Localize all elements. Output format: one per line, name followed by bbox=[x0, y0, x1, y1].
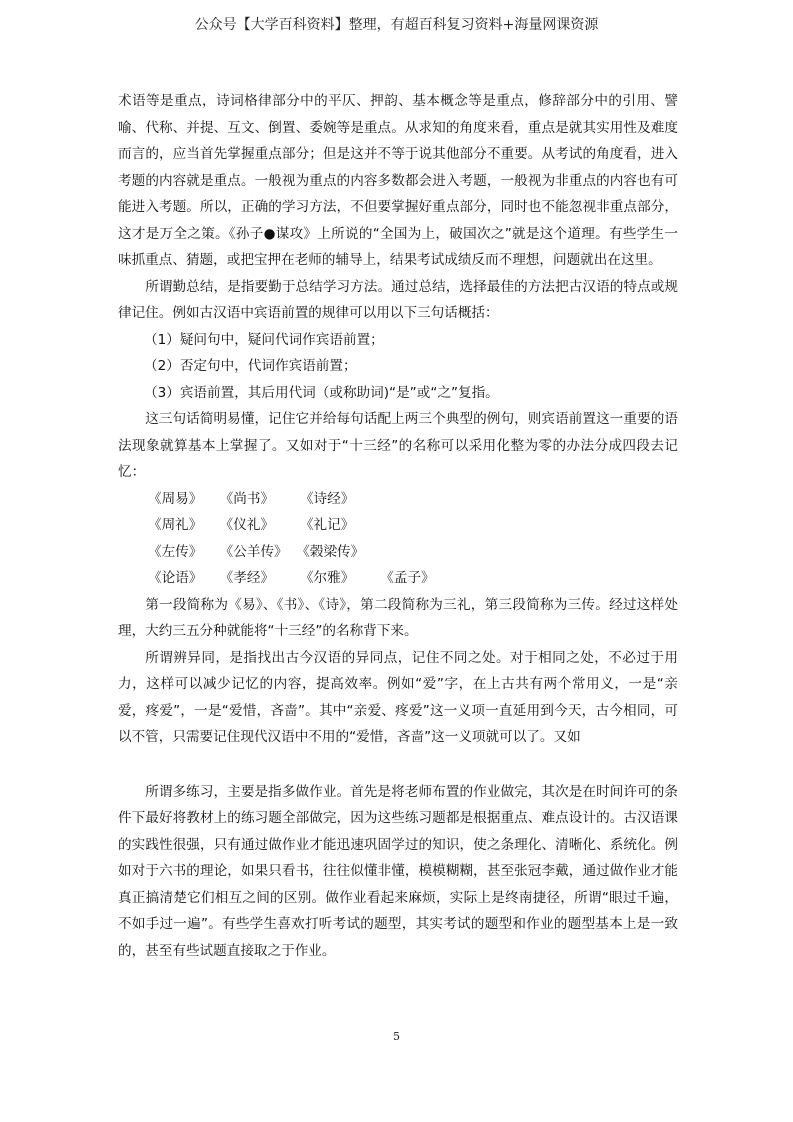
paragraph-differences: 所谓辨异同，是指找出古今汉语的异同点，记住不同之处。对于相同之处，不必过于用力，这样可以减少记忆的内容，提高效率。例如“爱”字，在上古共有两个常用义，一是“亲爱，疼爱”，一是“爱惜，吝啬”。其中“亲爱、疼爱”这一义项一直延用到今天，古今相同，可以不管，只需要记住现代汉语中不用的“爱惜，吝啬”这一义项就可以了。又如 bbox=[118, 649, 678, 745]
paragraph-key-points: 术语等是重点，诗词格律部分中的平仄、押韵、基本概念等是重点，修辞部分中的引用、譬喻、代称、并提、互文、倒置、委婉等是重点。从求知的角度来看，重点是就其实用性及难度而言的，应当首先掌握重点部分；但是这并不等于说其他部分不重要。从考试的角度看，进入考题的内容就是重点。一般视为重点的内容多数都会进入考题，一般视为非重点的内容也有可能进入考题。所以，正确的学习方法，不但要掌握好重点部分，同时也不能忽视非重点部分，这才是万全之策。《孙子●谋攻》上所说的“全国为上，破国次之”就是这个道理。有些学生一味抓重点、猜题，或把宝押在老师的辅导上，结果考试成绩反而不理想，问题就出在这里。 bbox=[118, 93, 678, 268]
rule-item-2: （2）否定句中，代词作宾语前置； bbox=[144, 358, 357, 374]
page-header: 公众号【大学百科资料】整理，有超百科复习资料+海量网课资源 bbox=[194, 17, 599, 33]
classics-group-3: 《左传》 《公羊传》 《榖梁传》 bbox=[148, 543, 365, 560]
paragraph-thirteen-classics: 这三句话简明易懂，记住它并给每句话配上两三个典型的例句，则宾语前置这一重要的语法现象就算基本上掌握了。又如对于“十三经”的名称可以采用化整为零的办法分成四段去记忆： bbox=[118, 411, 678, 480]
page-number: 5 bbox=[393, 1030, 400, 1043]
classics-group-2: 《周礼》 《仪礼》 《礼记》 bbox=[148, 517, 355, 533]
document-body bbox=[118, 88, 678, 964]
paragraph-gap bbox=[118, 751, 678, 779]
classics-group-1: 《周易》 《尚书》 《诗经》 bbox=[148, 490, 355, 507]
rule-item-1: （1）疑问句中，疑问代词作宾语前置； bbox=[144, 331, 384, 348]
paragraph-abbreviations: 第一段简称为《易》、《书》、《诗》，第二段简称为三礼，第三段简称为三传。经过这样处理，大约三五分种就能将“十三经”的名称背下来。 bbox=[118, 596, 678, 639]
paragraph-practice: 所谓多练习，主要是指多做作业。首先是将老师布置的作业做完，其次是在时间许可的条件下最好将教材上的练习题全部做完，因为这些练习题都是根据重点、难点设计的。古汉语课的实践性很强，只有通过做作业才能迅速巩固学过的知识，使之条理化、清晰化、系统化。例如对于六书的理论，如果只看书，往往似懂非懂，模模糊糊，甚至张冠李戴，通过做作业才能真正搞清楚它们相互之间的区别。做作业看起来麻烦，实际上是终南捷径，所谓“眼过千遍，不如手过一遍”。有些学生喜欢打听考试的题型，其实考试的题型和作业的题型基本上是一致的，甚至有些试题直接取之于作业。 bbox=[118, 783, 678, 959]
classics-group-4: 《论语》 《孝经》 《尔雅》 《孟子》 bbox=[148, 570, 435, 586]
paragraph-summarize: 所谓勤总结，是指要勤于总结学习方法。通过总结，选择最佳的方法把古汉语的特点或规律记住。例如古汉语中宾语前置的规律可以用以下三句话概括： bbox=[118, 278, 678, 321]
rule-item-3: （3）宾语前置，其后用代词（或称助词)“是”或“之”复指。 bbox=[144, 384, 499, 401]
